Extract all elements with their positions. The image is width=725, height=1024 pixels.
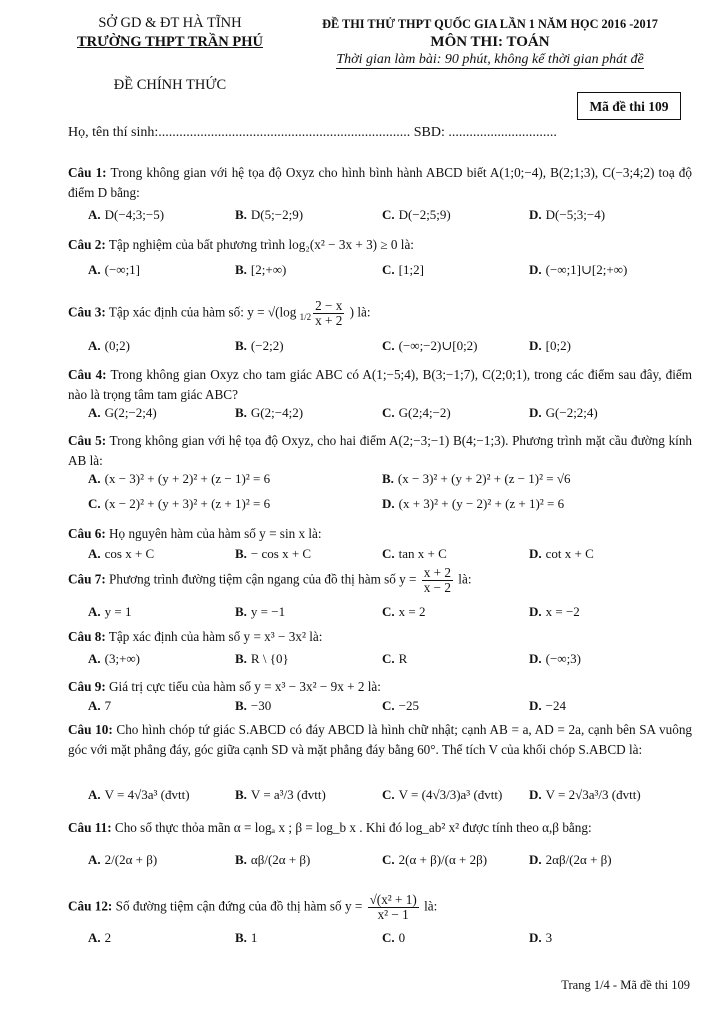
question-2 [68, 235, 692, 255]
expr-pre: y = √(log [243, 304, 300, 320]
header-right [290, 15, 690, 69]
option-b [235, 787, 326, 803]
fraction [313, 299, 344, 328]
department: SỞ GD & ĐT HÀ TĨNH [98, 15, 242, 31]
option-text: 2(α + β)/(α + 2β) [398, 852, 488, 867]
option-letter: B. [235, 546, 247, 561]
exam-code-box: Mã đề thi 109 [577, 92, 681, 120]
option-letter: A. [88, 930, 101, 945]
option-letter: B. [235, 207, 247, 222]
option-c [382, 651, 407, 667]
fraction [422, 566, 453, 595]
option-letter: B. [235, 651, 247, 666]
question-text: Cho hình chóp tứ giác S.ABCD có đáy ABCD là hình chữ nhật; cạnh AB = a, AD = 2a, cạnh bên SA vuông góc với mặt phẳng đáy, góc giữa cạnh SD và mặt phẳng đáy bằng 60°. Thể tích V của khối chóp S.ABCD là: [68, 722, 693, 757]
option-text: V = 2√3a³/3 (đvtt) [545, 787, 641, 802]
question-label: Câu 12: [68, 898, 113, 914]
page-footer: Trang 1/4 - Mã đề thi 109 [561, 978, 690, 992]
question-9 [68, 677, 692, 697]
option-text: cos x + C [104, 546, 155, 561]
option-a [88, 546, 154, 562]
fraction-denominator: x + 2 [315, 313, 343, 328]
log-base: 1/2 [299, 312, 312, 323]
option-text: D(5;−2;9) [250, 207, 304, 222]
question-label: Câu 5: [68, 433, 107, 448]
option-text: V = 4√3a³ (đvtt) [104, 787, 190, 802]
option-letter: C. [382, 207, 395, 222]
option-text: x = 2 [398, 604, 426, 619]
option-text: [2;+∞) [250, 262, 287, 277]
question-text: Giá trị cực tiểu của hàm số y = x³ − 3x² − 9x + 2 là: [105, 679, 381, 694]
option-letter: B. [382, 471, 394, 486]
option-text: 7 [104, 698, 112, 713]
option-letter: A. [88, 546, 101, 561]
option-letter: D. [529, 787, 542, 802]
question-text: Phương trình đường tiệm cận ngang của đồ thị hàm số [105, 571, 396, 587]
option-letter: B. [235, 405, 247, 420]
option-b [235, 405, 303, 421]
option-a [88, 405, 157, 421]
expr-pre: y = [395, 571, 420, 587]
option-letter: C. [88, 496, 101, 511]
option-b [235, 698, 271, 714]
option-text: 2/(2α + β) [104, 852, 158, 867]
question-label: Câu 4: [68, 367, 107, 382]
question-12 [68, 893, 692, 922]
option-text: R [398, 651, 408, 666]
option-letter: C. [382, 852, 395, 867]
option-c [382, 405, 451, 421]
option-text: y = 1 [104, 604, 132, 619]
option-c [382, 604, 425, 620]
option-d [529, 338, 571, 354]
option-letter: C. [382, 405, 395, 420]
option-a [88, 471, 270, 487]
official-label: ĐỀ CHÍNH THỨC [113, 77, 227, 93]
option-letter: A. [88, 207, 101, 222]
question-7 [68, 566, 692, 595]
option-letter: D. [529, 930, 542, 945]
option-letter: A. [88, 471, 101, 486]
option-a [88, 651, 140, 667]
question-text: Tập xác định của hàm số: [105, 304, 244, 320]
option-text: (−2;2) [250, 338, 284, 353]
option-letter: D. [382, 496, 395, 511]
option-text: x = −2 [545, 604, 580, 619]
option-text: (0;2) [104, 338, 130, 353]
option-d [529, 207, 605, 223]
option-letter: C. [382, 262, 395, 277]
option-c [382, 262, 424, 278]
option-b [235, 651, 289, 667]
question-text: Họ nguyên hàm của hàm số y = sin x là: [105, 526, 322, 541]
option-c [382, 207, 451, 223]
option-letter: D. [529, 651, 542, 666]
question-4 [68, 365, 692, 405]
option-a [88, 698, 111, 714]
option-text: y = −1 [250, 604, 286, 619]
option-d [529, 651, 581, 667]
fraction-numerator: √(x² + 1) [369, 892, 417, 907]
question-label: Câu 1: [68, 165, 107, 180]
option-c [382, 698, 419, 714]
option-letter: B. [235, 338, 247, 353]
time-note: Thời gian làm bài: 90 phút, không kể thời gian phát đề [336, 52, 644, 67]
option-text: cot x + C [545, 546, 594, 561]
option-letter: B. [235, 787, 247, 802]
option-letter: D. [529, 852, 542, 867]
question-label: Câu 7: [68, 571, 106, 587]
expr-pre: y = [341, 898, 366, 914]
option-a [88, 787, 190, 803]
option-a [88, 604, 131, 620]
option-letter: A. [88, 262, 101, 277]
option-b [235, 852, 310, 868]
option-b [235, 930, 257, 946]
question-label: Câu 6: [68, 526, 106, 541]
option-letter: D. [529, 262, 542, 277]
option-letter: B. [235, 604, 247, 619]
question-label: Câu 3: [68, 304, 106, 320]
option-text: (−∞;−2)∪[0;2) [398, 338, 478, 353]
option-text: (−∞;3) [545, 651, 582, 666]
option-text: − cos x + C [250, 546, 312, 561]
option-d [382, 496, 564, 512]
option-letter: C. [382, 651, 395, 666]
option-letter: D. [529, 546, 542, 561]
option-letter: A. [88, 604, 101, 619]
subject-title: MÔN THI: TOÁN [430, 34, 550, 50]
option-text: −25 [398, 698, 419, 713]
question-label: Câu 8: [68, 629, 106, 644]
option-text: D(−2;5;9) [398, 207, 451, 222]
option-letter: B. [235, 262, 247, 277]
option-b [235, 262, 286, 278]
question-label: Câu 11: [68, 820, 112, 835]
question-text: Trong không gian với hệ tọa độ Oxyz cho hình bình hành ABCD biết A(1;0;−4), B(2;1;3), C(−3;4;2) toạ độ điểm D bằng: [68, 165, 692, 200]
question-text: Cho số thực thỏa mãn α = logₐ x ; β = log_b x . Khi đó log_ab² x² được tính theo α,β bằng: [111, 820, 592, 835]
option-text: 2αβ/(2α + β) [545, 852, 612, 867]
option-d [529, 698, 566, 714]
option-text: (−∞;1] [104, 262, 141, 277]
option-letter: D. [529, 207, 542, 222]
option-text: (x + 3)² + (y − 2)² + (z + 1)² = 6 [398, 496, 565, 511]
question-text: Trong không gian với hệ tọa độ Oxyz, cho hai điểm A(2;−3;−1) B(4;−1;3). Phương trình mặt cầu đường kính AB là: [68, 433, 693, 468]
option-text: V = (4√3/3)a³ (đvtt) [398, 787, 503, 802]
option-letter: D. [529, 604, 542, 619]
option-b [235, 338, 284, 354]
option-text: 1 [250, 930, 258, 945]
question-5 [68, 431, 692, 471]
option-text: R \ {0} [250, 651, 289, 666]
option-text: −30 [250, 698, 272, 713]
option-text: −24 [545, 698, 566, 713]
option-letter: C. [382, 698, 395, 713]
option-letter: B. [235, 930, 247, 945]
question-text: Số đường tiệm cận đứng của đồ thị hàm số [112, 898, 342, 914]
option-text: G(−2;2;4) [545, 405, 598, 420]
option-a [88, 338, 130, 354]
option-text: G(2;−4;2) [250, 405, 304, 420]
option-b [382, 471, 570, 487]
option-text: (−∞;1]∪[2;+∞) [545, 262, 628, 277]
option-text: 2 [104, 930, 112, 945]
option-letter: B. [235, 698, 247, 713]
option-d [529, 546, 594, 562]
question-label: Câu 2: [68, 237, 106, 252]
option-letter: B. [235, 852, 247, 867]
option-letter: C. [382, 338, 395, 353]
option-text: [0;2) [545, 338, 571, 353]
option-letter: A. [88, 698, 101, 713]
option-c [382, 787, 502, 803]
option-letter: C. [382, 930, 395, 945]
option-d [529, 405, 598, 421]
option-letter: C. [382, 546, 395, 561]
fraction-numerator: x + 2 [423, 565, 451, 580]
option-letter: C. [382, 787, 395, 802]
option-a [88, 262, 140, 278]
option-letter: A. [88, 852, 101, 867]
option-text: (x − 3)² + (y + 2)² + (z − 1)² = √6 [397, 471, 571, 486]
fraction [368, 893, 419, 922]
option-c [88, 496, 270, 512]
question-label: Câu 9: [68, 679, 106, 694]
option-d [529, 930, 552, 946]
option-c [382, 930, 405, 946]
option-letter: D. [529, 338, 542, 353]
option-letter: D. [529, 698, 542, 713]
option-text: (3;+∞) [104, 651, 141, 666]
question-text: Trong không gian Oxyz cho tam giác ABC có A(1;−5;4), B(3;−1;7), C(2;0;1), trong các điểm sau đây, điểm nào là trọng tâm tam giác ABC? [68, 367, 693, 402]
option-b [235, 546, 311, 562]
school-name: TRƯỜNG THPT TRẦN PHÚ [77, 34, 263, 50]
option-letter: C. [382, 604, 395, 619]
option-text: 0 [398, 930, 406, 945]
option-text: D(−5;3;−4) [545, 207, 606, 222]
option-letter: A. [88, 338, 101, 353]
question-text: Tập nghiệm của bất phương trình log₂(x² − 3x + 3) ≥ 0 là: [105, 237, 414, 252]
option-letter: A. [88, 651, 101, 666]
option-text: tan x + C [398, 546, 447, 561]
option-b [235, 604, 285, 620]
option-letter: A. [88, 787, 101, 802]
fraction-denominator: x² − 1 [377, 907, 409, 922]
option-text: G(2;4;−2) [398, 405, 451, 420]
option-a [88, 207, 164, 223]
option-text: (x − 2)² + (y + 3)² + (z + 1)² = 6 [104, 496, 271, 511]
option-letter: A. [88, 405, 101, 420]
option-c [382, 546, 447, 562]
option-c [382, 852, 487, 868]
expr-post: là: [420, 898, 438, 914]
option-text: G(2;−2;4) [104, 405, 157, 420]
option-text: αβ/(2α + β) [250, 852, 311, 867]
option-d [529, 852, 612, 868]
fraction-denominator: x − 2 [423, 580, 451, 595]
option-text: (x − 3)² + (y + 2)² + (z − 1)² = 6 [104, 471, 271, 486]
question-text: Tập xác định của hàm số y = x³ − 3x² là: [105, 629, 323, 644]
option-text: [1;2] [398, 262, 424, 277]
option-text: 3 [545, 930, 553, 945]
question-10 [68, 720, 692, 760]
option-a [88, 852, 157, 868]
question-1 [68, 163, 692, 203]
option-text: D(−4;3;−5) [104, 207, 165, 222]
question-11 [68, 818, 692, 838]
question-label: Câu 10: [68, 722, 113, 737]
header-left [55, 14, 285, 95]
question-8 [68, 627, 692, 647]
expr-post: ) là: [346, 304, 371, 320]
exam-title: ĐỀ THI THỬ THPT QUỐC GIA LẦN 1 NĂM HỌC 2016 -2017 [322, 17, 658, 31]
option-letter: D. [529, 405, 542, 420]
question-6 [68, 524, 692, 544]
question-3 [68, 299, 692, 328]
option-text: V = a³/3 (đvtt) [250, 787, 326, 802]
candidate-line: Họ, tên thí sinh:........................................................................ SBD: ............................... [68, 125, 557, 140]
option-b [235, 207, 303, 223]
option-a [88, 930, 111, 946]
fraction-numerator: 2 − x [315, 298, 343, 313]
expr-post: là: [455, 571, 472, 587]
option-d [529, 604, 580, 620]
option-d [529, 262, 627, 278]
option-d [529, 787, 641, 803]
option-c [382, 338, 478, 354]
